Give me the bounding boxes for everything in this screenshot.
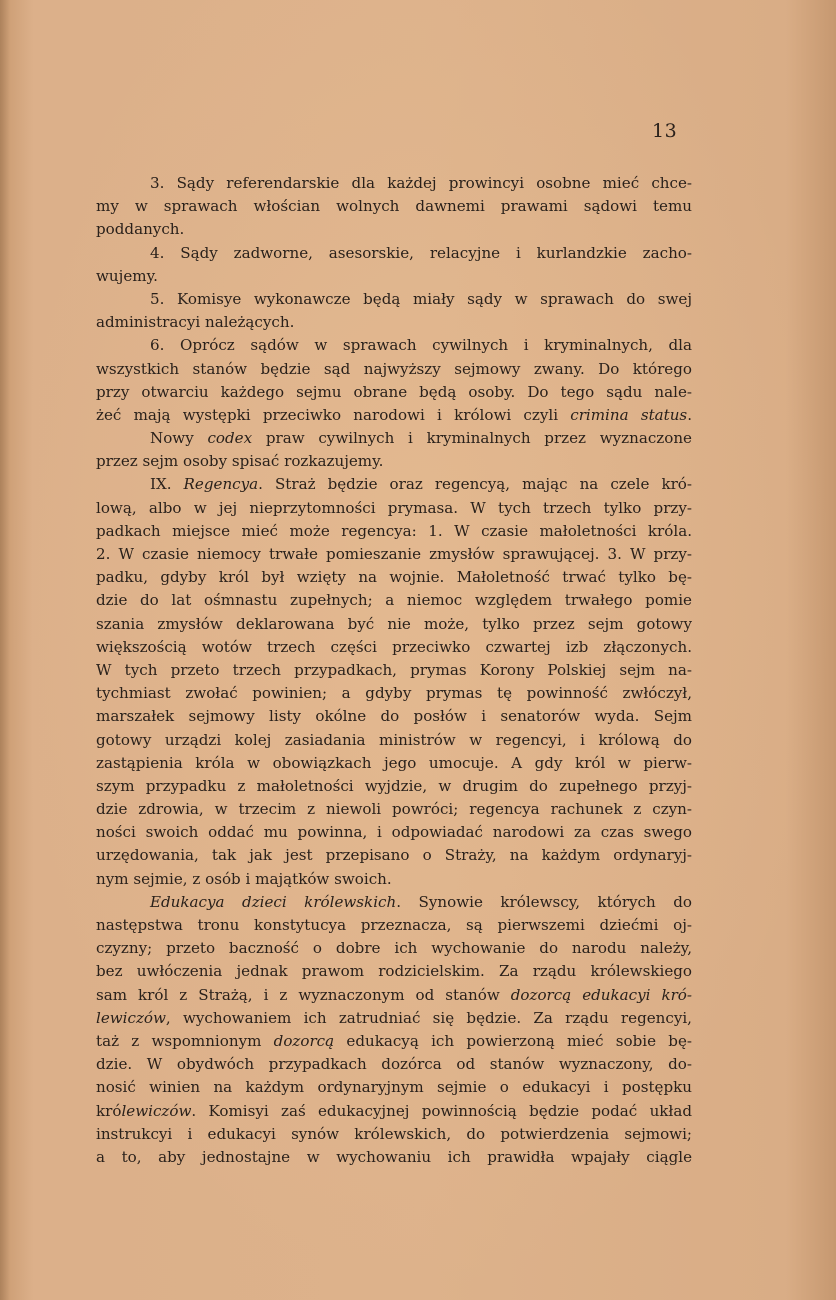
text-line: taż z wspomnionym dozorcą edukacyą ich powierzoną mieć sobie bę- — [96, 1031, 692, 1050]
text-line: ności swoich oddać mu powinna, i odpowiadać narodowi za czas swego — [96, 823, 692, 842]
text-line: dzie zdrowia, w trzecim z niewoli powróci; regencya rachunek z czyn- — [96, 800, 692, 819]
text-line: nosić winien na każdym ordynaryjnym sejmie o edukacyi i postępku — [96, 1078, 692, 1097]
text-line: przy otwarciu każdego sejmu obrane będą osoby. Do tego sądu nale- — [96, 382, 692, 401]
text-line: a to, aby jednostajne w wychowaniu ich prawidła wpajały ciągle — [96, 1147, 692, 1166]
text-line: szym przypadku z małoletności wyjdzie, w drugim do zupełnego przyj- — [96, 776, 692, 795]
text-line: Edukacya dzieci królewskich. Synowie królewscy, których do — [150, 892, 692, 911]
text-line: instrukcyi i edukacyi synów królewskich, do potwierdzenia sejmowi; — [96, 1124, 692, 1143]
text-line: 5. Komisye wykonawcze będą miały sądy w sprawach do swej — [150, 289, 692, 308]
text-line: marszałek sejmowy listy okólne do posłów i senatorów wyda. Sejm — [96, 707, 692, 726]
text-line: nym sejmie, z osób i majątków swoich. — [96, 869, 392, 888]
text-line: następstwa tronu konstytucya przeznacza, są pierwszemi dziećmi oj- — [96, 916, 692, 934]
text-line: poddanych. — [96, 220, 185, 239]
body-text — [96, 172, 692, 1169]
page-edge-shadow — [0, 0, 10, 1300]
text-line: 2. W czasie niemocy trwałe pomieszanie zmysłów sprawującej. 3. W przy- — [96, 545, 692, 563]
text-line: gotowy urządzi kolej zasiadania ministrów w regencyi, i królową do — [96, 730, 692, 749]
text-line: 6. Oprócz sądów w sprawach cywilnych i kryminalnych, dla — [150, 336, 692, 355]
text-line: W tych przeto trzech przypadkach, prymas Korony Polskiej sejm na- — [96, 660, 692, 679]
text-line: sam król z Strażą, i z wyznaczonym od stanów dozorcą edukacyi kró- — [96, 985, 692, 1004]
text-line: dzie. W obydwóch przypadkach dozórca od stanów wyznaczony, do- — [96, 1055, 692, 1074]
text-line: urzędowania, tak jak jest przepisano o Straży, na każdym ordynaryj- — [96, 846, 692, 865]
text-line: królewiczów. Komisyi zaś edukacyjnej powinnością będzie podać układ — [96, 1101, 692, 1120]
text-line: dzie do lat ośmnastu zupełnych; a niemoc względem trwałego pomie — [96, 591, 692, 610]
text-line: tychmiast zwołać powinien; a gdyby prymas tę powinność zwłóczył, — [96, 684, 692, 703]
text-line: lewiczów, wychowaniem ich zatrudniać się będzie. Za rządu regencyi, — [96, 1008, 692, 1027]
text-line: większością wotów trzech części przeciwko czwartej izb złączonych. — [96, 637, 692, 656]
text-line: żeć mają występki przeciwko narodowi i królowi czyli crimina status. — [96, 405, 692, 424]
text-line: lową, albo w jej nieprzytomności prymasa. W tych trzech tylko przy- — [96, 498, 692, 517]
text-line: administracyi należących. — [96, 313, 295, 332]
text-line: padkach miejsce mieć może regencya: 1. W czasie małoletności króla. — [96, 521, 692, 540]
text-line: przez sejm osoby spisać rozkazujemy. — [96, 452, 384, 471]
text-line: padku, gdyby król był wzięty na wojnie. Małoletność trwać tylko bę- — [96, 568, 692, 587]
text-line: szania zmysłów deklarowana być nie może, tylko przez sejm gotowy — [96, 614, 692, 633]
page-number: 13 — [652, 120, 678, 142]
text-line: wujemy. — [96, 266, 158, 285]
text-line: IX. Regencya. Straż będzie oraz regencyą, mając na czele kró- — [150, 475, 692, 494]
text-line: my w sprawach włościan wolnych dawnemi prawami sądowi temu — [96, 197, 692, 216]
text-line: 3. Sądy referendarskie dla każdej prowincyi osobne mieć chce- — [150, 174, 692, 192]
text-line: zastąpienia króla w obowiązkach jego umocuje. A gdy król w pierw- — [96, 753, 692, 772]
text-line: bez uwłóczenia jednak prawom rodzicielskim. Za rządu królewskiego — [96, 962, 692, 981]
text-line: czyzny; przeto baczność o dobre ich wychowanie do narodu należy, — [96, 939, 692, 958]
text-line: 4. Sądy zadworne, asesorskie, relacyjne i kurlandzkie zacho- — [150, 243, 692, 262]
text-line: wszystkich stanów będzie sąd najwyższy sejmowy zwany. Do którego — [96, 359, 692, 378]
text-line: Nowy codex praw cywilnych i kryminalnych przez wyznaczone — [150, 429, 692, 448]
